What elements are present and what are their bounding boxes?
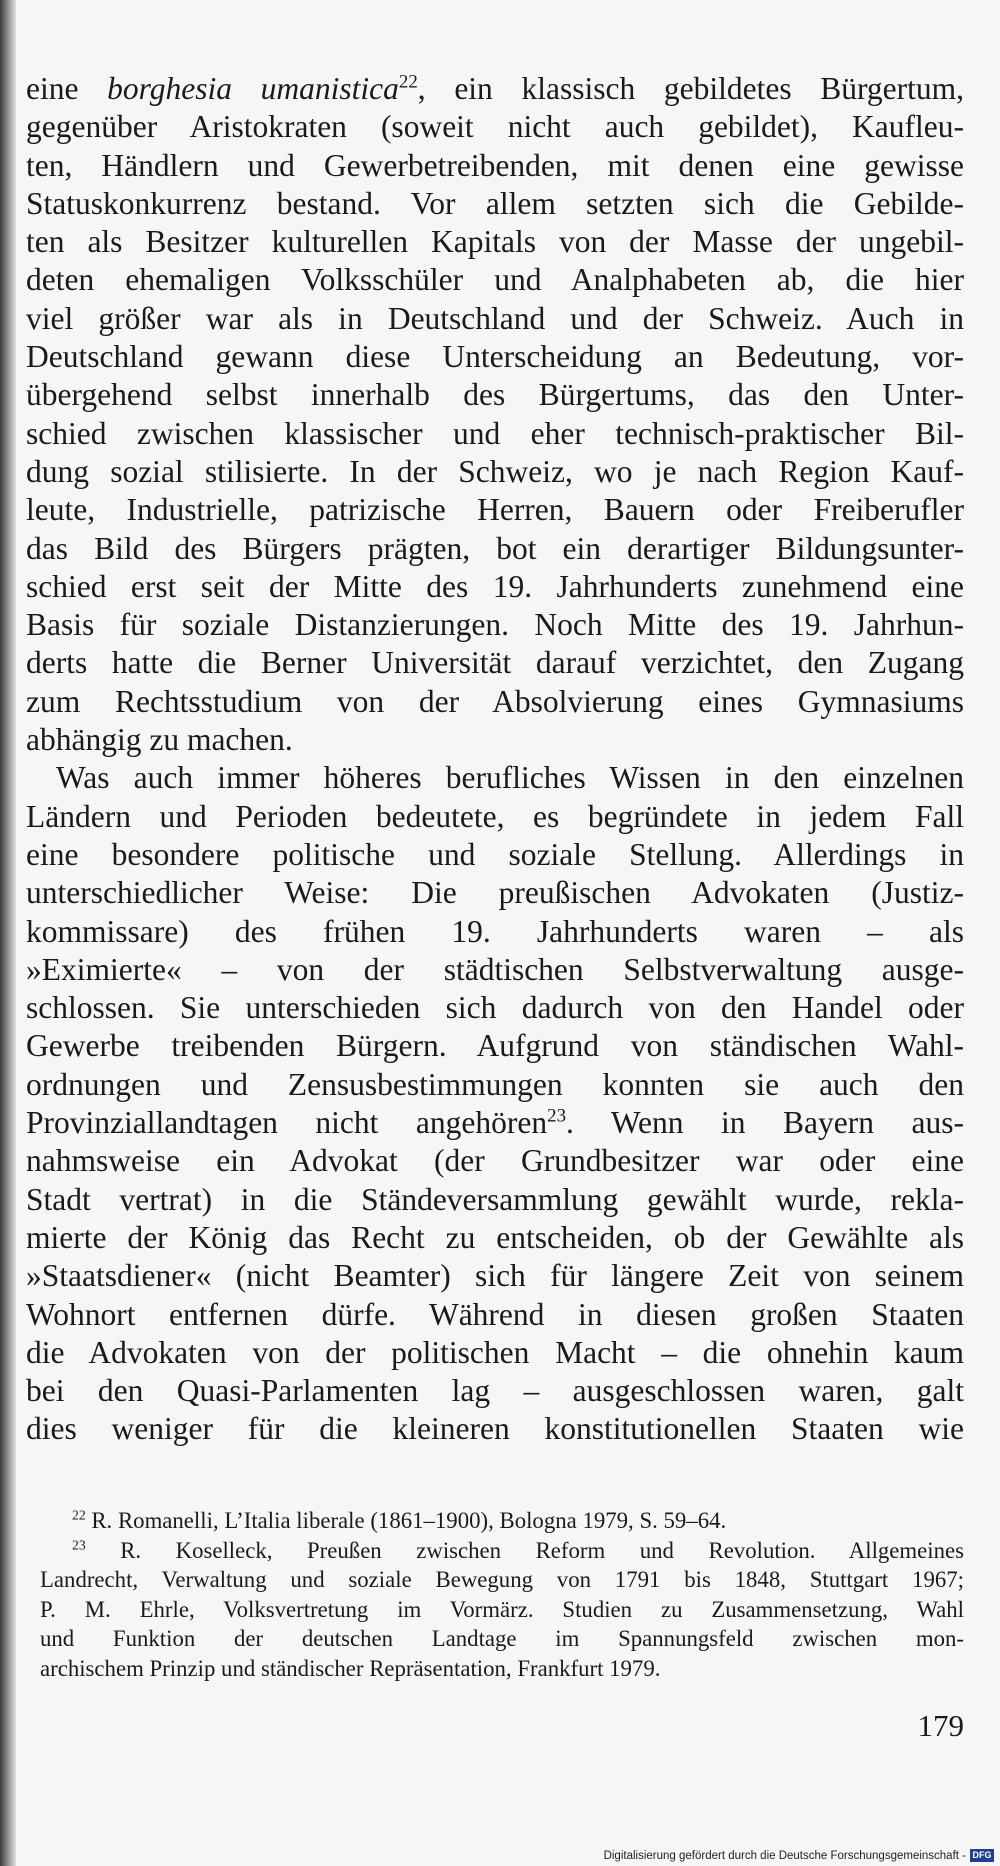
body-text [26, 70, 964, 1449]
footnote-line: P. M. Ehrle, Volksvertretung im Vormärz. Studien zu Zusammensetzung, Wahl [40, 1596, 964, 1622]
body-line: Gewerbe treibenden Bürgern. Aufgrund von ständischen Wahl- [26, 1028, 964, 1064]
body-line: Wohnort entfernen dürfe. Während in diesen großen Staaten [26, 1296, 964, 1332]
body-line: deten ehemaligen Volksschüler und Analphabeten ab, die hier [26, 262, 964, 298]
body-line: eine besondere politische und soziale Stellung. Allerdings in [26, 836, 964, 872]
body-line: ordnungen und Zensusbestimmungen konnten sie auch den [26, 1066, 964, 1102]
body-line: die Advokaten von der politischen Macht – die ohnehin kaum [26, 1334, 964, 1370]
body-line: schied erst seit der Mitte des 19. Jahrhunderts zunehmend eine [26, 568, 964, 604]
dfg-logo: DFG [970, 1849, 994, 1862]
footnote [40, 1506, 964, 1536]
footnote-line: und Funktion der deutschen Landtage im Spannungsfeld zwischen mon- [40, 1626, 964, 1652]
body-line: Was auch immer höheres berufliches Wissen in den einzelnen [56, 760, 964, 796]
body-line: Statuskonkurrenz bestand. Vor allem setzten sich die Gebilde- [26, 185, 964, 221]
body-line: kommissare) des frühen 19. Jahrhunderts waren – als [26, 913, 964, 949]
page-number: 179 [917, 1708, 964, 1743]
footnote [40, 1536, 964, 1684]
body-line: nahmsweise ein Advokat (der Grundbesitzer war oder eine [26, 1143, 964, 1179]
body-line: das Bild des Bürgers prägten, bot ein derartiger Bildungsunter- [26, 530, 964, 566]
body-line: schied zwischen klassischer und eher technisch-praktischer Bil- [26, 415, 964, 451]
body-line: eine borghesia umanistica$^{22}$, ein klassisch gebildetes Bürgertum, [26, 71, 964, 106]
body-line: mierte der König das Recht zu entscheiden, ob der Gewählte als [26, 1219, 964, 1255]
body-line: dung sozial stilisierte. In der Schweiz, wo je nach Region Kauf- [26, 453, 964, 489]
page [26, 70, 964, 1449]
body-line: unterschiedlicher Weise: Die preußischen Advokaten (Justiz- [26, 875, 964, 911]
body-line: »Staatsdiener« (nicht Beamter) sich für längere Zeit von seinem [26, 1258, 964, 1294]
digitization-credit: Digitalisierung gefördert durch die Deutsche Forschungsgemeinschaft - [603, 1850, 966, 1862]
footnote-line: Landrecht, Verwaltung und soziale Bewegung von 1791 bis 1848, Stuttgart 1967; [40, 1567, 964, 1593]
body-line: leute, Industrielle, patrizische Herren, Bauern oder Freiberufler [26, 492, 964, 528]
body-line: bei den Quasi-Parlamenten lag – ausgeschlossen waren, galt [26, 1373, 964, 1409]
body-line: schlossen. Sie unterschieden sich dadurch von den Handel oder [26, 990, 964, 1026]
footnote-line: $^{23}$ R. Koselleck, Preußen zwischen Reform und Revolution. Allgemeines [72, 1537, 964, 1563]
body-line: gegenüber Aristokraten (soweit nicht auch gebildet), Kaufleu- [26, 109, 964, 145]
footnotes [40, 1506, 964, 1684]
body-line: zum Rechtsstudium von der Absolvierung eines Gymnasiums [26, 683, 964, 719]
binding-shadow [0, 0, 16, 1866]
body-line: abhängig zu machen. [26, 722, 293, 758]
body-line: derts hatte die Berner Universität darauf verzichtet, den Zugang [26, 645, 964, 681]
body-line: viel größer war als in Deutschland und der Schweiz. Auch in [26, 300, 964, 336]
body-line: übergehend selbst innerhalb des Bürgertums, das den Unter- [26, 377, 964, 413]
footnote-line: $^{22}$ R. Romanelli, L’Italia liberale (1861–1900), Bologna 1979, S. 59–64. [72, 1507, 727, 1533]
body-line: Basis für soziale Distanzierungen. Noch Mitte des 19. Jahrhun- [26, 607, 964, 643]
body-line: Provinziallandtagen nicht angehören$^{23}$. Wenn in Bayern aus- [26, 1105, 964, 1141]
footer-bar [0, 1844, 1000, 1866]
body-line: ten als Besitzer kulturellen Kapitals von der Masse der ungebil- [26, 224, 964, 260]
body-line: dies weniger für die kleineren konstitutionellen Staaten wie [26, 1411, 964, 1447]
body-line: Deutschland gewann diese Unterscheidung an Bedeutung, vor- [26, 339, 964, 375]
body-line: ten, Händlern und Gewerbetreibenden, mit denen eine gewisse [26, 147, 964, 183]
body-line: »Eximierte« – von der städtischen Selbstverwaltung ausge- [26, 951, 964, 987]
body-line: Stadt vertrat) in die Ständeversammlung gewählt wurde, rekla- [26, 1181, 964, 1217]
footnote-line: archischem Prinzip und ständischer Repräsentation, Frankfurt 1979. [40, 1655, 661, 1681]
body-line: Ländern und Perioden bedeutete, es begründete in jedem Fall [26, 798, 964, 834]
